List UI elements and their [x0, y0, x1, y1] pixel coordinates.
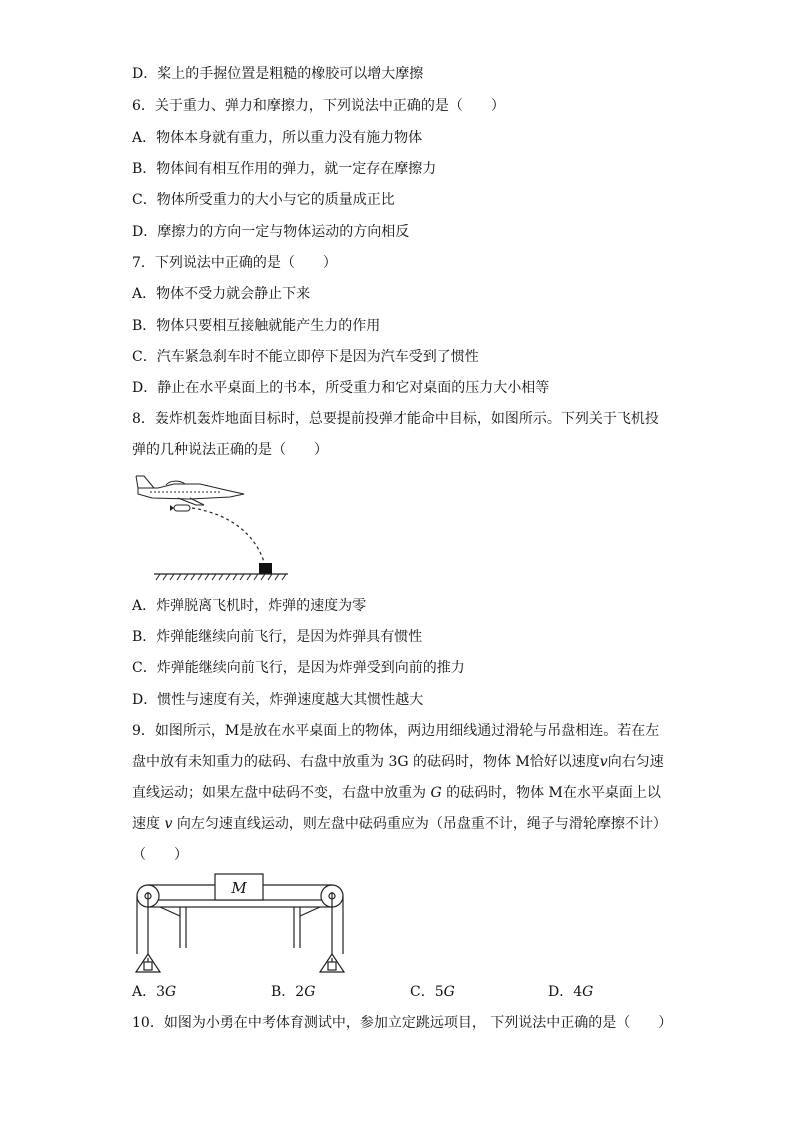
- q7-option-b: B．物体只要相互接触就能产生力的作用: [132, 318, 381, 334]
- q6-option-a: A．物体本身就有重力，所以重力没有施力物体: [132, 130, 423, 146]
- q6-option-c: C．物体所受重力的大小与它的质量成正比: [132, 192, 395, 208]
- ground-hatch: [156, 574, 286, 580]
- q9-option-b: B．2G: [271, 984, 316, 1000]
- q9-option-a: A．3G: [132, 984, 177, 1000]
- q6-option-b: B．物体间有相互作用的弹力，就一定存在摩擦力: [132, 161, 437, 177]
- q9-stem-line2: 盘中放有未知重力的砝码、右盘中放重为 3G 的砝码时，物体 M恰好以速度v向右匀速: [132, 754, 664, 770]
- target-box: [259, 563, 272, 574]
- q7-option-d: D．静止在水平桌面上的书本，所受重力和它对桌面的压力大小相等: [132, 380, 550, 396]
- left-hanging-pan-icon: [136, 954, 160, 972]
- q6-option-d: D．摩擦力的方向一定与物体运动的方向相反: [132, 224, 410, 240]
- q9-stem-line1: 9．如图所示，M是放在水平桌面上的物体，两边用细线通过滑轮与吊盘相连。若在左: [132, 723, 660, 739]
- q9-answer-paren: （ ）: [132, 847, 188, 863]
- right-hanging-pan-icon: [320, 954, 344, 972]
- q7-stem: 7．下列说法中正确的是（ ）: [132, 255, 337, 271]
- q8-option-b: B．炸弹能继续向前飞行，是因为炸弹具有惯性: [132, 629, 423, 645]
- q8-option-d: D．惯性与速度有关，炸弹速度越大其惯性越大: [132, 692, 424, 708]
- q9-stem-line4: 速度 v 向左匀速直线运动，则左盘中砝码重应为（吊盘重不计，绳子与滑轮摩擦不计）: [132, 816, 667, 832]
- q9-stem-line3: 直线运动；如果左盘中砝码不变，右盘中放重为 G 的砝码时，物体 M在水平桌面上以: [132, 785, 661, 801]
- q5-option-d: D．桨上的手握位置是粗糙的橡胶可以增大摩擦: [132, 66, 424, 82]
- pulley-table-figure: [128, 870, 356, 978]
- q10-stem: 10．如图为小勇在中考体育测试中，参加立定跳远项目， 下列说法中正确的是（ ）: [132, 1015, 673, 1031]
- q7-option-c: C．汽车紧急刹车时不能立即停下是因为汽车受到了惯性: [132, 349, 479, 365]
- block-m-label: M: [231, 879, 247, 897]
- bomber-figure: [130, 472, 290, 582]
- q8-option-a: A．炸弹脱离飞机时，炸弹的速度为零: [132, 598, 367, 614]
- q8-stem-line1: 8．轰炸机轰炸地面目标时，总要提前投弹才能命中目标，如图所示。下列关于飞机投: [132, 411, 659, 427]
- trajectory-line: [192, 508, 264, 562]
- q8-stem-line2: 弹的几种说法正确的是（ ）: [132, 442, 328, 458]
- q9-option-c: C．5G: [410, 984, 455, 1000]
- q7-option-a: A．物体不受力就会静止下来: [132, 286, 311, 302]
- q8-option-c: C．炸弹能继续向前飞行，是因为炸弹受到向前的推力: [132, 660, 465, 676]
- airplane-icon: [136, 476, 244, 505]
- q6-stem: 6．关于重力、弹力和摩擦力，下列说法中正确的是（ ）: [132, 98, 505, 114]
- bomb-icon: [170, 505, 190, 511]
- table-top: [148, 900, 332, 907]
- q9-option-d: D．4G: [548, 984, 594, 1000]
